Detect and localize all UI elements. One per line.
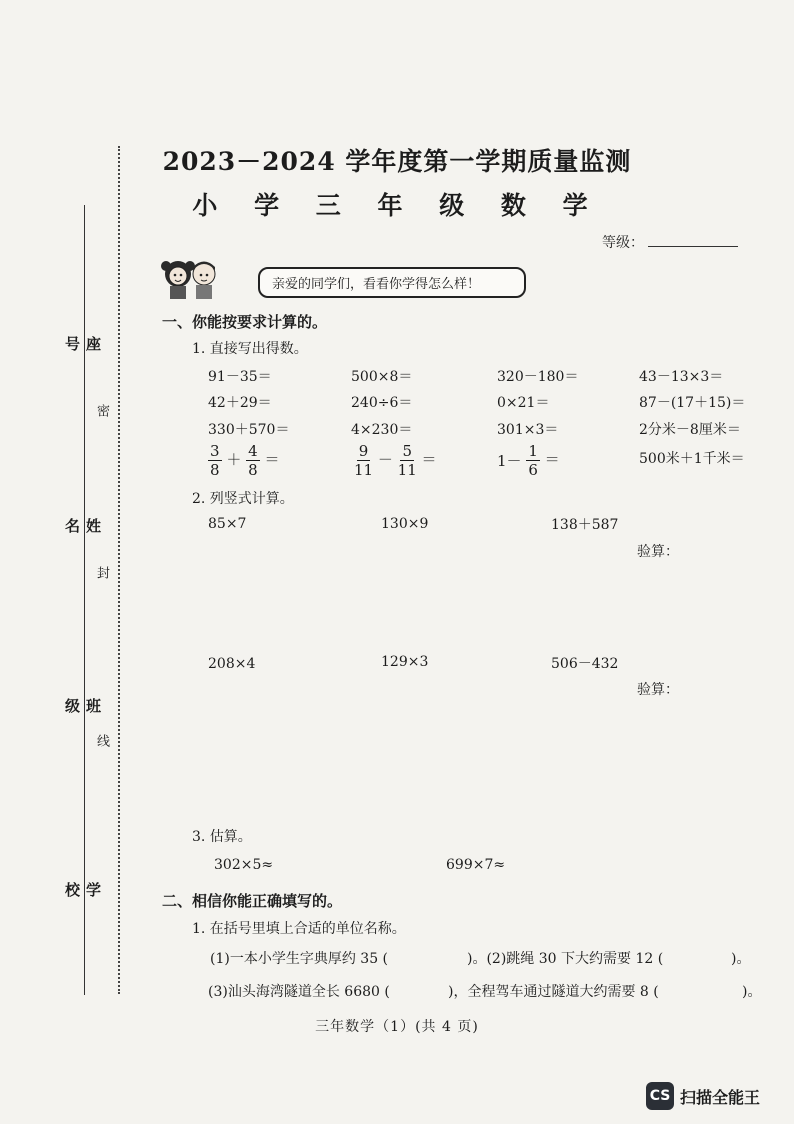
calc-item[interactable]: 87－(17＋15)＝	[639, 395, 746, 411]
class-label: 班级	[63, 698, 102, 713]
mi-label: 密	[94, 404, 109, 417]
fill-text: )，全程驾车通过隧道大约需要 8 (	[448, 984, 659, 1000]
fill-blank[interactable]	[676, 981, 740, 997]
cs-badge-icon: CS	[646, 1082, 674, 1110]
calc-item[interactable]: 500米＋1千米＝	[639, 451, 745, 467]
calc-item[interactable]: 4×230＝	[351, 422, 413, 438]
fill-blank[interactable]	[665, 948, 729, 964]
seat-label: 座号	[63, 336, 102, 351]
name-label: 姓名	[63, 518, 102, 533]
q1-label: 1. 直接写出得数。	[192, 341, 308, 357]
vcalc-item[interactable]: 208×4	[208, 656, 256, 672]
vcalc-item[interactable]: 130×9	[381, 516, 429, 532]
calc-item[interactable]: 320－180＝	[497, 369, 579, 385]
fill-blank[interactable]	[394, 981, 444, 997]
estimate-item[interactable]: 699×7≈	[446, 857, 506, 873]
scanner-watermark	[646, 1082, 760, 1110]
xian-label: 线	[94, 734, 109, 747]
kids-illustration	[158, 258, 224, 300]
feng-label: 封	[94, 566, 109, 579]
fill-text: )。	[731, 951, 751, 967]
check-label: 验算：	[637, 682, 679, 698]
frac-item-c[interactable]: 1－ $\frac{1}{6}$ ＝	[497, 442, 560, 479]
exam-title: 2023－2024 学年度第一学期质量监测	[162, 147, 632, 176]
vcalc-item[interactable]: 85×7	[208, 516, 247, 532]
calc-item[interactable]: 43－13×3＝	[639, 369, 724, 385]
calc-item[interactable]: 500×8＝	[351, 369, 413, 385]
vcalc-item[interactable]: 138＋587	[551, 517, 619, 533]
greeting-bubble: 亲爱的同学们，看看你学得怎么样！	[258, 267, 526, 298]
calc-item[interactable]: 2分米－8厘米＝	[639, 422, 741, 438]
calc-item[interactable]: 91－35＝	[208, 369, 272, 385]
fill-text: )。(2)跳绳 30 下大约需要 12 (	[467, 951, 664, 967]
page-footer: 三年数学（1）(共 4 页)	[315, 1019, 479, 1035]
frac-item-a[interactable]: $\frac{3}{8}$ ＋ $\frac{4}{8}$ ＝	[210, 442, 280, 479]
grade-label: 等级：	[602, 235, 644, 251]
vcalc-item[interactable]: 506－432	[551, 656, 619, 672]
fill-text: )。	[742, 984, 762, 1000]
vcalc-item[interactable]: 129×3	[381, 654, 429, 670]
binding-dashed-line	[118, 146, 120, 994]
q3-label: 3. 估算。	[192, 829, 252, 845]
calc-item[interactable]: 0×21＝	[497, 395, 550, 411]
grade-fill-line[interactable]	[648, 246, 738, 247]
fill-text: (1)一本小学生字典厚约 35 (	[210, 951, 389, 967]
check-label: 验算：	[637, 544, 679, 560]
calc-item[interactable]: 330＋570＝	[208, 422, 290, 438]
q2-label: 2. 列竖式计算。	[192, 491, 294, 507]
frac-item-b[interactable]: $\frac{9}{11}$ － $\frac{5}{11}$ ＝	[354, 442, 437, 479]
calc-item[interactable]: 240÷6＝	[351, 395, 413, 411]
name-fill-line	[84, 205, 85, 995]
fill-blank[interactable]	[400, 948, 460, 964]
watermark-text: 扫描全能王	[680, 1087, 761, 1107]
estimate-item[interactable]: 302×5≈	[214, 857, 274, 873]
calc-item[interactable]: 301×3＝	[497, 422, 559, 438]
section1-heading: 一、你能按要求计算的。	[162, 313, 328, 331]
exam-subtitle: 小 学 三 年 级 数 学	[192, 191, 602, 220]
calc-item[interactable]: 42＋29＝	[208, 395, 272, 411]
s2-q1-label: 1. 在括号里填上合适的单位名称。	[192, 921, 406, 937]
school-label: 学校	[63, 882, 102, 897]
section2-heading: 二、相信你能正确填写的。	[162, 892, 343, 910]
fill-text: (3)汕头海湾隧道全长 6680 (	[208, 984, 390, 1000]
